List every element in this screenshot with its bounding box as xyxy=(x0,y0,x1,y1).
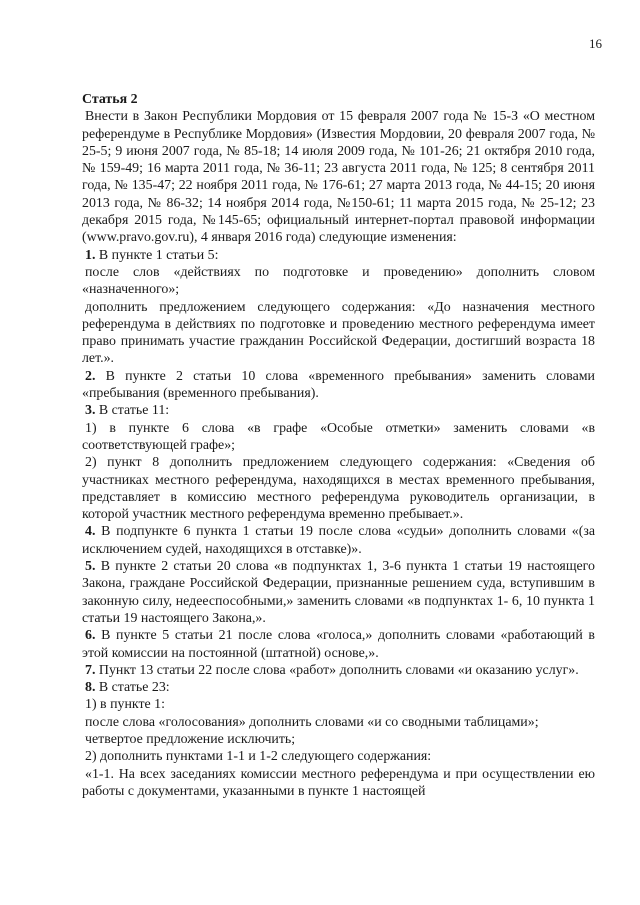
paragraph xyxy=(82,766,595,801)
paragraph-list xyxy=(82,108,595,800)
paragraph-text: дополнить предложением следующего содержания: «До назначения местного референдума в действиях по подготовке и проведению местного референдума имеет право принимать участие гражданин Российской Федерации, достигший возраста 18 лет.». xyxy=(82,299,595,367)
paragraph-text: В пункте 2 статьи 20 слова «в подпунктах 1, 3-6 пункта 1 статьи 19 настоящего Закона, граждане Российской Федерации, признанные решением суда, вступившим в законную силу, недееспособными,» заменить словами «в подпунктах 1- 6, 10 пункта 1 статьи 19 настоящего Закона,». xyxy=(82,559,595,626)
paragraph xyxy=(82,402,595,419)
paragraph-text: Пункт 13 статьи 22 после слова «работ» дополнить словами «и оказанию услуг». xyxy=(98,662,579,678)
paragraph xyxy=(82,627,595,662)
paragraph-text: В пункте 5 статьи 21 после слова «голоса,» дополнить словами «работающий в этой комиссии на постоянной (штатной) основе,». xyxy=(82,628,595,661)
paragraph xyxy=(82,247,595,264)
paragraph xyxy=(82,108,595,246)
document-body xyxy=(82,91,595,800)
paragraph-text: 2) дополнить пунктами 1-1 и 1-2 следующего содержания: xyxy=(85,749,432,765)
paragraph xyxy=(82,420,595,455)
paragraph xyxy=(82,731,595,748)
item-number: 8. xyxy=(85,680,96,696)
item-number: 4. xyxy=(85,524,96,540)
item-number: 2. xyxy=(85,368,96,384)
paragraph-text: В пункте 2 статьи 10 слова «временного пребывания» заменить словами «пребывания (временного пребывания). xyxy=(82,368,595,402)
paragraph-text: 2) пункт 8 дополнить предложением следующего содержания: «Сведения об участниках местного референдума, находящихся в местах временного пребывания, представляет в комиссию местного референдума руководитель организации, в которой участник местного референдума временно пребывает.». xyxy=(82,455,595,523)
paragraph-text: В статье 11: xyxy=(98,403,170,419)
paragraph xyxy=(82,662,595,679)
paragraph xyxy=(82,264,595,299)
paragraph xyxy=(82,454,595,523)
paragraph xyxy=(82,368,595,403)
paragraph xyxy=(82,558,595,627)
paragraph-text: «1-1. На всех заседаниях комиссии местного референдума и при осуществлении ею работы с документами, указанными в пункте 1 настоящей xyxy=(82,766,595,799)
item-number: 3. xyxy=(85,403,96,419)
item-number: 7. xyxy=(85,662,96,678)
page-number: 16 xyxy=(589,36,602,51)
item-number: 5. xyxy=(85,559,96,575)
paragraph-text: после слова «голосования» дополнить словами «и со сводными таблицами»; xyxy=(85,714,539,730)
paragraph-text: В пункте 1 статьи 5: xyxy=(98,247,219,263)
paragraph xyxy=(82,523,595,558)
paragraph-text: В подпункте 6 пункта 1 статьи 19 после слова «судьи» дополнить словами «(за исключением судей, находящихся в отставке)». xyxy=(82,524,595,557)
article-title: Статья 2 xyxy=(82,92,138,107)
paragraph xyxy=(82,696,595,713)
item-number: 6. xyxy=(85,628,96,644)
paragraph-text: после слов «действиях по подготовке и проведению» дополнить словом «назначенного»; xyxy=(82,264,595,298)
paragraph-text: 1) в пункте 1: xyxy=(85,697,165,713)
paragraph-text: четвертое предложение исключить; xyxy=(85,731,296,747)
paragraph-text: 1) в пункте 6 слова «в графе «Особые отметки» заменить словами «в соответствующей графе»; xyxy=(82,420,595,453)
item-number: 1. xyxy=(85,247,96,263)
paragraph-text: В статье 23: xyxy=(98,680,170,696)
paragraph xyxy=(82,748,595,765)
paragraph xyxy=(82,299,595,368)
paragraph-text: Внести в Закон Республики Мордовия от 15 февраля 2007 года № 15-З «О местном референдуме в Республике Мордовия» (Известия Мордовии, 20 февраля 2007 года, № 25-5; 9 июня 2007 года, № 85-18; 14 июля 2009 года, № 101-26; 21 октября 2010 года, № 159-49; 16 марта 2011 года, № 36-11; 23 августа 2011 года, № 125; 8 сентября 2011 года, № 135-47; 22 ноября 2011 года, № 176-61; 27 марта 2013 года, № 44-15; 20 июня 2013 года, № 86-32; 14 ноября 2014 года, №150-61; 11 марта 2015 года, № 25-12; 23 декабря 2015 года, №145-65; официальный интернет-портал правовой информации (www.pravo.gov.ru), 4 января 2016 года) следующие изменения: xyxy=(82,109,595,246)
paragraph xyxy=(82,714,595,731)
paragraph xyxy=(82,679,595,696)
